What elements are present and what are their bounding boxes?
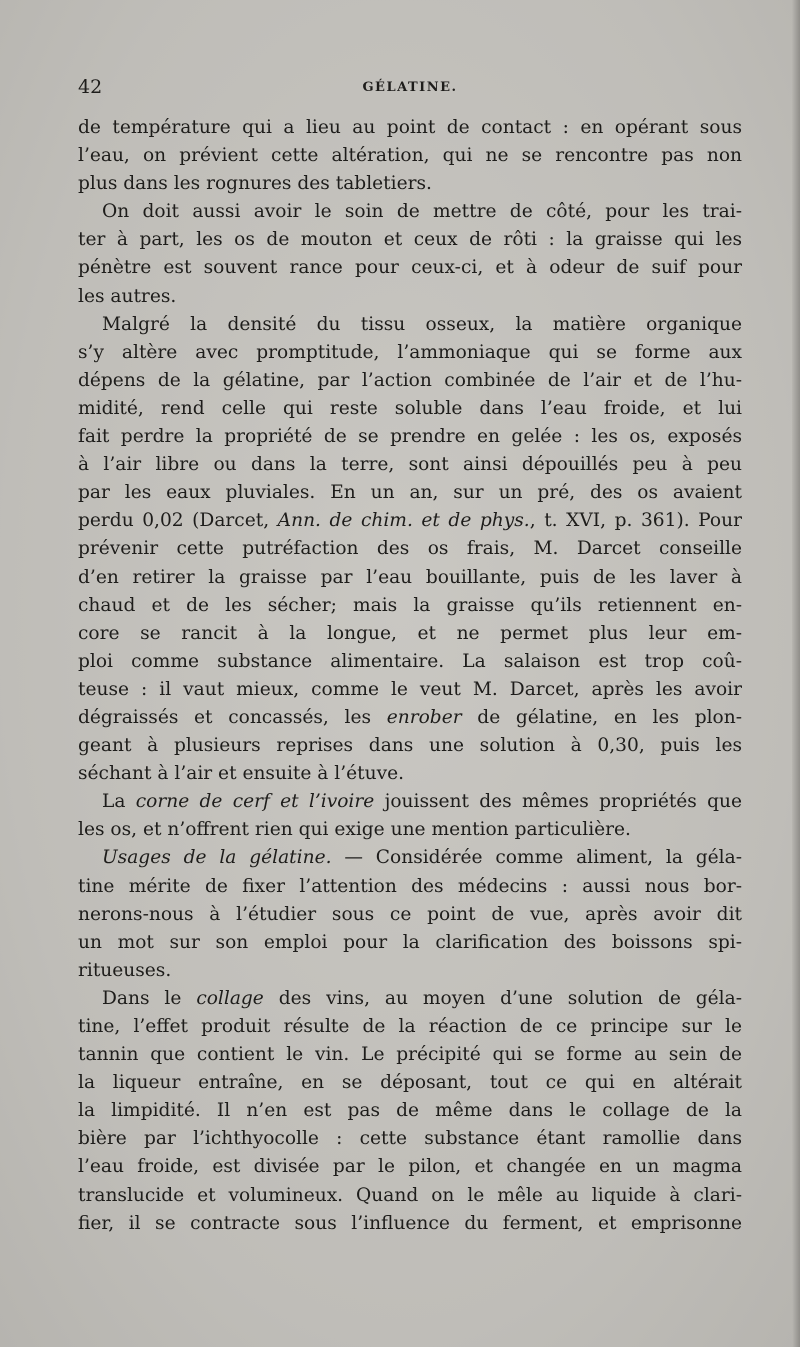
text-line <box>78 844 742 872</box>
text-line <box>78 1069 742 1097</box>
italic-text: collage <box>196 987 264 1009</box>
text-line <box>78 367 742 395</box>
text-line <box>78 957 742 985</box>
text-segment: de gélatine, en les plon- <box>461 706 742 728</box>
text-segment: tine mérite de fixer l’attention des médecins : aussi nous bor- <box>78 875 742 897</box>
italic-text: corne de cerf et l’ivoire <box>135 791 375 813</box>
text-line <box>78 535 742 563</box>
text-line <box>78 592 742 620</box>
text-line <box>78 620 742 648</box>
text-segment: ploi comme substance alimentaire. La salaison est trop coû- <box>78 650 742 672</box>
text-segment: bière par l’ichthyocolle : cette substance étant ramollie dans <box>78 1128 742 1150</box>
text-line <box>78 676 742 704</box>
text-line <box>78 1041 742 1069</box>
text-segment: plus dans les rognures des tabletiers. <box>78 173 432 195</box>
text-segment: Dans le <box>102 987 197 1009</box>
text-line <box>78 423 742 451</box>
text-segment: la limpidité. Il n’en est pas de même dans le collage de la <box>78 1100 742 1122</box>
text-segment: la liqueur entraîne, en se déposant, tout ce qui en altérait <box>78 1072 742 1094</box>
text-segment: — Considérée comme aliment, la géla- <box>331 847 742 869</box>
text-line <box>78 254 742 282</box>
text-line <box>78 760 742 788</box>
text-line <box>78 873 742 901</box>
text-segment: dégraissés et concassés, les <box>78 706 387 728</box>
text-segment: par les eaux pluviales. En un an, sur un pré, des os avaient <box>78 482 742 504</box>
page-edge <box>792 0 800 1347</box>
text-line <box>78 929 742 957</box>
text-line <box>78 704 742 732</box>
text-line <box>78 1210 742 1238</box>
text-segment: l’eau, on prévient cette altération, qui ne se rencontre pas non <box>78 145 742 167</box>
text-line <box>78 226 742 254</box>
text-segment: les autres. <box>78 285 177 307</box>
text-line <box>78 1125 742 1153</box>
text-segment: l’eau froide, est divisée par le pilon, et changée en un magma <box>78 1156 742 1178</box>
text-segment: perdu 0,02 (Darcet, <box>78 510 278 532</box>
text-segment: midité, rend celle qui reste soluble dans l’eau froide, et lui <box>78 397 742 419</box>
text-segment: prévenir cette putréfaction des os frais, M. Darcet conseille <box>78 538 742 560</box>
text-segment: les os, et n’offrent rien qui exige une mention particulière. <box>78 819 631 841</box>
italic-text: enrober <box>386 706 462 728</box>
text-line <box>78 1013 742 1041</box>
text-line <box>78 311 742 339</box>
text-segment: translucide et volumineux. Quand on le mêle au liquide à clari- <box>78 1184 742 1206</box>
text-segment: chaud et de les sécher; mais la graisse qu’ils retiennent en- <box>78 594 742 616</box>
text-segment: un mot sur son emploi pour la clarification des boissons spi- <box>78 931 742 953</box>
text-segment: geant à plusieurs reprises dans une solution à 0,30, puis les <box>78 735 742 757</box>
text-line <box>78 283 742 311</box>
text-segment: séchant à l’air et ensuite à l’étuve. <box>78 763 404 785</box>
text-line <box>78 648 742 676</box>
text-line <box>78 142 742 170</box>
text-segment: On doit aussi avoir le soin de mettre de côté, pour les trai- <box>102 201 742 223</box>
text-line <box>78 395 742 423</box>
text-segment: La <box>102 791 136 813</box>
text-segment: core se rancit à la longue, et ne permet plus leur em- <box>78 622 742 644</box>
text-line <box>78 114 742 142</box>
text-segment: fait perdre la propriété de se prendre en gelée : les os, exposés <box>78 426 742 448</box>
text-line <box>78 451 742 479</box>
text-segment: teuse : il vaut mieux, comme le veut M. Darcet, après les avoir <box>78 678 742 700</box>
text-line <box>78 985 742 1013</box>
text-segment: nerons-nous à l’étudier sous ce point de vue, après avoir dit <box>78 903 742 925</box>
text-line <box>78 339 742 367</box>
text-line <box>78 1182 742 1210</box>
text-segment: à l’air libre ou dans la terre, sont ainsi dépouillés peu à peu <box>78 454 742 476</box>
text-segment: tine, l’effet produit résulte de la réaction de ce principe sur le <box>78 1016 742 1037</box>
page-header <box>78 76 742 102</box>
text-line <box>78 816 742 844</box>
text-segment: d’en retirer la graisse par l’eau bouillante, puis de les laver à <box>78 566 742 588</box>
text-segment: s’y altère avec promptitude, l’ammoniaque qui se forme aux <box>78 341 742 363</box>
text-line <box>78 1153 742 1181</box>
text-line <box>78 1097 742 1125</box>
text-segment: ter à part, les os de mouton et ceux de rôti : la graisse qui les <box>78 229 742 251</box>
text-line <box>78 507 742 535</box>
text-segment: ritueuses. <box>78 959 172 981</box>
text-line <box>78 788 742 816</box>
italic-text: Ann. de chim. et de phys. <box>277 510 530 532</box>
text-line <box>78 170 742 198</box>
page-number: 42 <box>78 76 103 98</box>
text-line <box>78 198 742 226</box>
body-text <box>78 114 742 1238</box>
italic-text: Usages de la gélatine. <box>102 847 332 869</box>
text-line <box>78 564 742 592</box>
text-segment: pénètre est souvent rance pour ceux-ci, et à odeur de suif pour <box>78 257 742 279</box>
text-segment: dépens de la gélatine, par l’action combinée de l’air et de l’hu- <box>78 369 742 391</box>
text-segment: Malgré la densité du tissu osseux, la matière organique <box>102 313 742 335</box>
text-line <box>78 479 742 507</box>
text-line <box>78 732 742 760</box>
text-segment: de température qui a lieu au point de contact : en opérant sous <box>78 117 742 138</box>
text-line <box>78 901 742 929</box>
text-segment: tannin que contient le vin. Le précipité qui se forme au sein de <box>78 1044 742 1066</box>
text-segment: des vins, au moyen d’une solution de géla- <box>263 987 742 1009</box>
running-title: GÉLATINE. <box>362 80 458 95</box>
text-segment: fier, il se contracte sous l’influence du ferment, et emprisonne <box>78 1212 742 1234</box>
text-segment: , t. XVI, p. 361). Pour <box>529 510 742 532</box>
text-segment: jouissent des mêmes propriétés que <box>374 791 742 813</box>
